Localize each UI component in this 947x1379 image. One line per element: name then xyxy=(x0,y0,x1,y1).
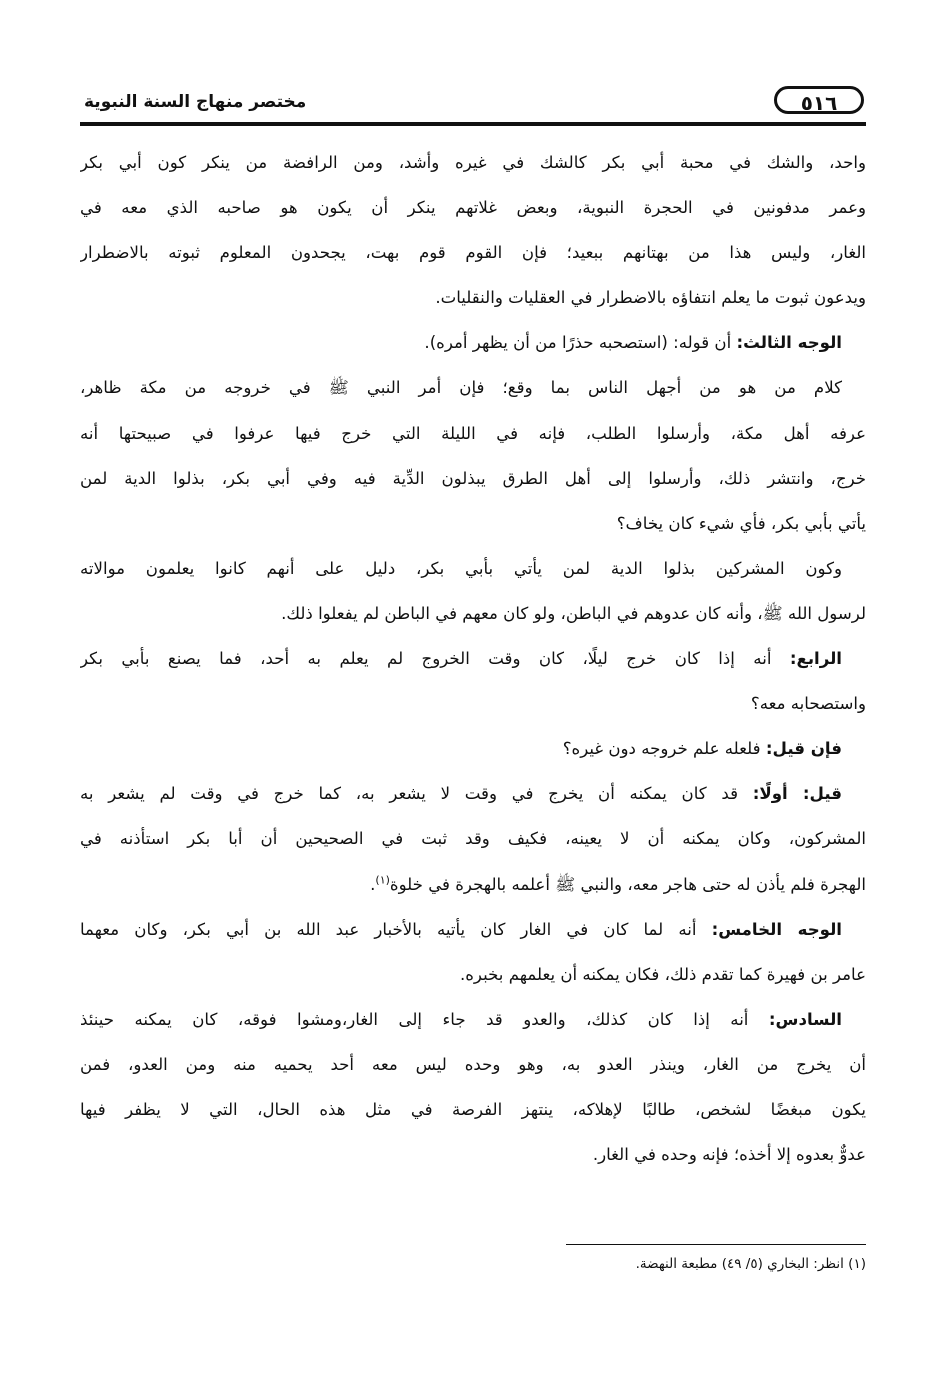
text-line: وعمر مدفونين في الحجرة النبوية، وبعض غلاتهم ينكر أن يكون هو صاحبه الذي معه في xyxy=(80,198,866,218)
body-text xyxy=(80,140,866,1177)
footnote: (١) انظر: البخاري (٥/ ٤٩) مطبعة النهضة. xyxy=(635,1256,866,1272)
text-line: يأتي بأبي بكر، فأي شيء كان يخاف؟ xyxy=(616,513,866,533)
text-line: الوجه الخامس: أنه لما كان في الغار كان يأتيه بالأخبار عبد الله بن أبي بكر، وكان معهما xyxy=(80,919,842,939)
text-line: عامر بن فهيرة كما تقدم ذلك، فكان يمكنه أن يعلمهم بخبره. xyxy=(459,964,866,984)
page-header xyxy=(78,82,866,122)
text-line: قيل: أولًا: قد كان يمكنه أن يخرج في وقت لا يشعر به، كما خرج في وقت لم يشعر به xyxy=(80,784,842,804)
text-line: خرج، وانتشر ذلك، وأرسلوا إلى أهل الطرق يبذلون الدِّية فيه وفي أبي بكر، بذلوا الدية لمن xyxy=(80,468,866,488)
text-line: عدوٌّ بعدوه إلا أخذه؛ فإنه وحده في الغار. xyxy=(592,1145,866,1165)
section-heading: فإن قيل: xyxy=(765,739,842,759)
text-line: وكون المشركين بذلوا الدية لمن يأتي بأبي بكر، دليل على أنهم كانوا يعلمون موالاته xyxy=(80,558,842,578)
text-line: كلام من هو من أجهل الناس بما وقع؛ فإن أمر النبي ﷺ في خروجه من مكة ظاهر، xyxy=(80,378,842,398)
text-line: عرفه أهل مكة، وأرسلوا الطلب، فإنه في الليلة التي خرج فيها عرفوا في صبيحتها أنه xyxy=(80,423,866,443)
text-line: الغار، وليس هذا من بهتانهم ببعيد؛ فإن القوم قوم بهت، يجحدون المعلوم ثبوته بالاضطرار xyxy=(80,243,866,263)
text-line: واستصحابه معه؟ xyxy=(750,694,866,714)
text-line: لرسول الله ﷺ، وأنه كان عدوهم في الباطن، ولو كان معهم في الباطن لم يفعلوا ذلك. xyxy=(281,603,866,623)
text-line: فإن قيل: فلعله علم خروجه دون غيره؟ xyxy=(562,739,842,759)
section-heading: الوجه الثالث: xyxy=(736,333,842,353)
book-title: مختصر منهاج السنة النبوية xyxy=(84,92,307,112)
text-line: واحد، والشك في محبة أبي بكر كالشك في غيره وأشد، ومن الرافضة من ينكر كون أبي بكر xyxy=(80,153,866,172)
text-line: يكون مبغضًا لشخص، طالبًا لإهلاكه، ينتهز الفرصة في مثل هذه الحال، التي لا يظفر فيها xyxy=(80,1099,866,1119)
footnote-marker: (١) xyxy=(375,872,390,886)
text-line: ويدعون ثبوت ما يعلم انتفاؤه بالاضطرار في العقليات والنقليات. xyxy=(435,288,866,308)
section-heading: الوجه الخامس: xyxy=(711,919,842,939)
text-line: الهجرة فلم يأذن له حتى هاجر معه، والنبي ﷺ أعلمه بالهجرة في خلوة$^{(١)}$. xyxy=(370,872,866,894)
section-heading: قيل: أولًا: xyxy=(752,784,842,804)
text-line: المشركون، وكان يمكنه أن لا يعينه، فكيف وقد ثبت في الصحيحين أن أبا بكر استأذنه في xyxy=(80,829,866,849)
header-rule xyxy=(80,122,866,126)
text-line: الرابع: أنه إذا كان خرج ليلًا، كان وقت الخروج لم يعلم به أحد، فما يصنع بأبي بكر xyxy=(80,649,842,669)
text-line: الوجه الثالث: أن قوله: (استصحبه حذرًا من أن يظهر أمره). xyxy=(424,333,842,353)
text-line: السادس: أنه إذا كان كذلك، والعدو قد جاء إلى الغار،ومشوا فوقه، كان يمكنه حينئذ xyxy=(80,1009,842,1029)
page-number: ٥١٦ xyxy=(774,86,864,114)
text-line: أن يخرج من الغار، وينذر العدو به، وهو وحده ليس معه أحد يحميه منه ومن العدو، فمن xyxy=(80,1054,866,1074)
footnote-rule xyxy=(566,1244,866,1245)
section-heading: الرابع: xyxy=(789,649,842,669)
section-heading: السادس: xyxy=(768,1009,842,1029)
